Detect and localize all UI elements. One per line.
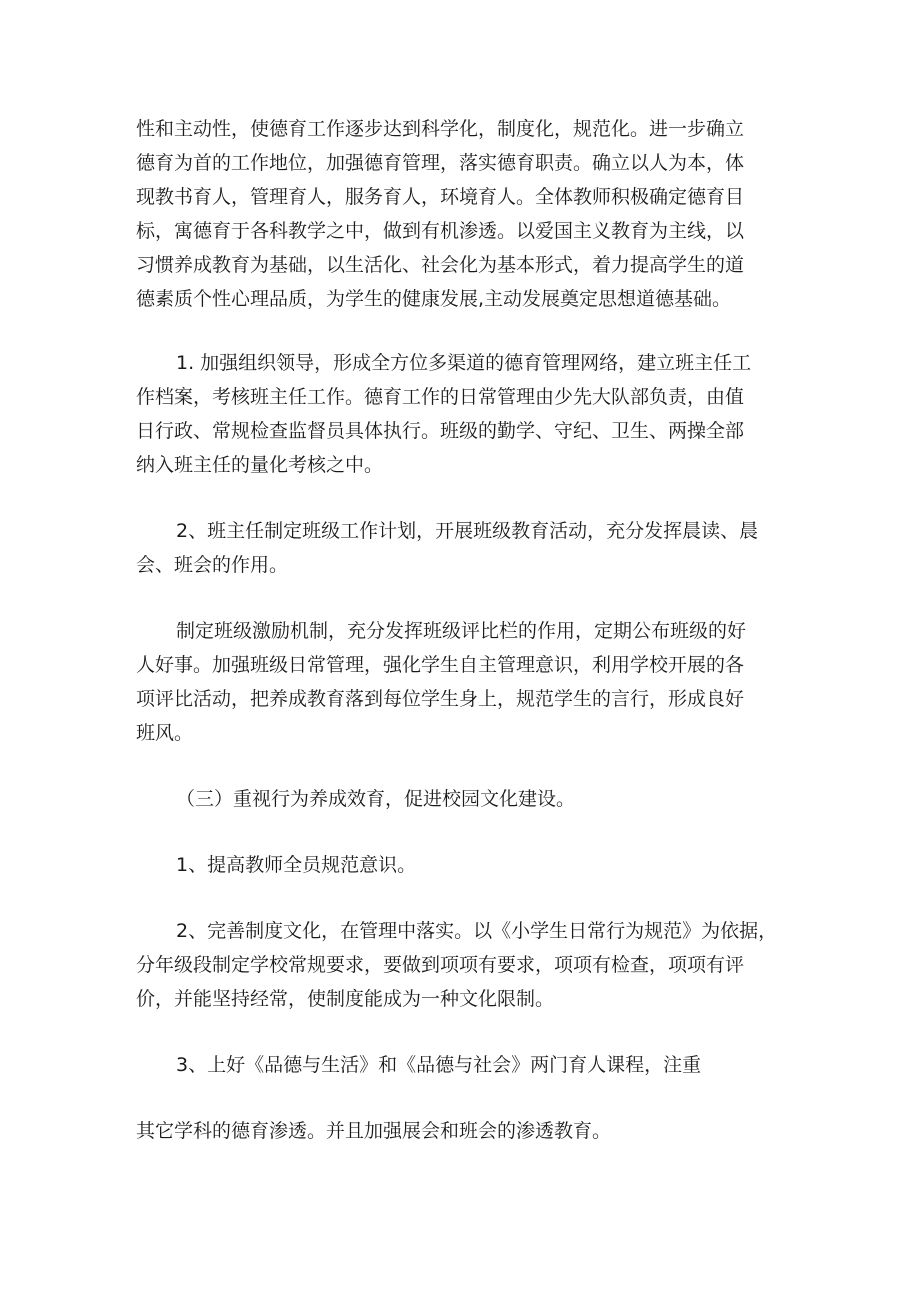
text-line: 标，寓德育于各科教学之中，做到有机渗透。以爱国主义教育为主线，以: [136, 220, 745, 242]
paragraph-sub-2: [136, 914, 788, 1016]
paragraph-sub-3: [136, 1048, 788, 1082]
text-line: 纳入班主任的量化考核之中。: [136, 454, 384, 476]
text-line: 班风。: [136, 722, 194, 744]
text-line: 2、班主任制定班级工作计划，开展班级教育活动，充分发挥晨读、晨: [176, 520, 759, 542]
text-line: 制定班级激励机制，充分发挥班级评比栏的作用，定期公布班级的好: [176, 620, 747, 642]
text-line: 德育为首的工作地位，加强德育管理，落实德育职责。确立以人为本，体: [136, 152, 745, 174]
text-line: 分年级段制定学校常规要求，要做到项项有要求，项项有检查，项项有评: [136, 954, 745, 976]
section-heading-3: [136, 782, 788, 816]
text-line: 3、上好《品德与生活》和《品德与社会》两门育人课程，注重: [176, 1054, 702, 1076]
text-line: 现教书育人，管理育人，服务育人，环境育人。全体教师积极确定德育目: [136, 186, 745, 208]
paragraph-incentive: [136, 614, 788, 750]
paragraph-sub-1: [136, 848, 788, 882]
text-line: 价，并能坚持经常，使制度能成为一种文化限制。: [136, 988, 555, 1010]
text-line: 德素质个性心理品质，为学生的健康发展,主动发展奠定思想道德基础。: [136, 288, 732, 310]
text-line: 人好事。加强班级日常管理，强化学生自主管理意识，利用学校开展的各: [136, 654, 745, 676]
text-line: 2、完善制度文化，在管理中落实。以《小学生日常行为规范》为依据，: [176, 920, 778, 942]
text-line: 性和主动性，使德育工作逐步达到科学化，制度化，规范化。进一步确立: [136, 118, 745, 140]
text-line: 项评比活动，把养成教育落到每位学生身上，规范学生的言行，形成良好: [136, 688, 745, 710]
paragraph-item-1: [136, 346, 788, 482]
text-line: 1、提高教师全员规范意识。: [176, 854, 417, 876]
paragraph-item-2: [136, 514, 788, 582]
text-line: （三）重视行为养成效育，促进校园文化建设。: [176, 788, 576, 810]
text-line: 会、班会的作用。: [136, 554, 289, 576]
text-line: 作档案，考核班主任工作。德育工作的日常管理由少先大队部负责，由值: [136, 386, 745, 408]
paragraph-sub-3-continued: [136, 1114, 788, 1148]
paragraph-intro: [136, 112, 788, 316]
text-line: 1. 加强组织领导，形成全方位多渠道的德育管理网络，建立班主任工: [176, 352, 752, 374]
text-line: 日行政、常规检查监督员具体执行。班级的勤学、守纪、卫生、两操全部: [136, 420, 745, 442]
text-line: 其它学科的德育渗透。并且加强展会和班会的渗透教育。: [136, 1120, 612, 1142]
text-line: 习惯养成教育为基础，以生活化、社会化为基本形式，着力提高学生的道: [136, 254, 745, 276]
